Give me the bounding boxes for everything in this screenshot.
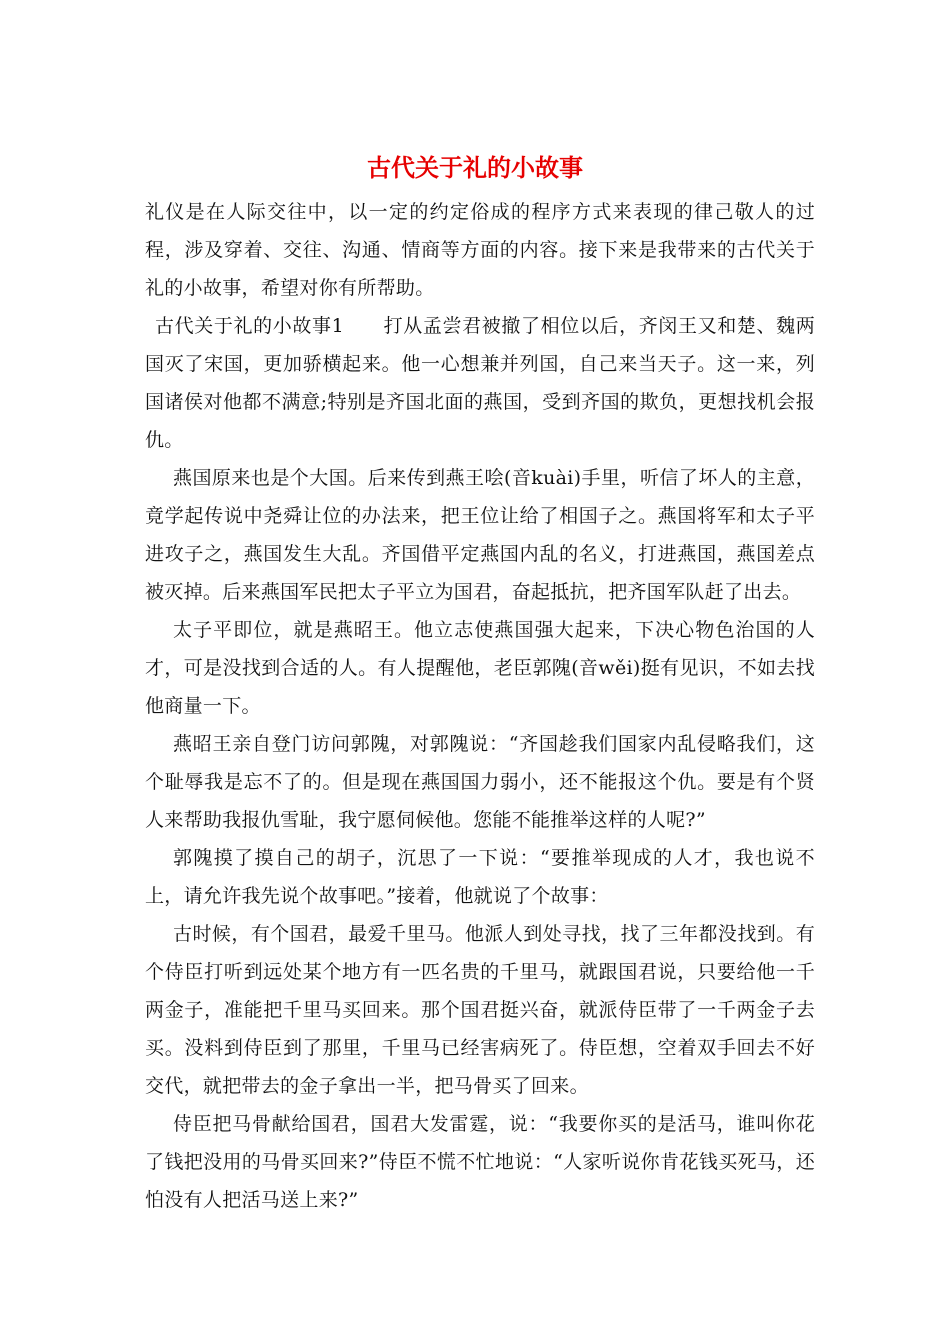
paragraph-story-heading: 古代关于礼的小故事1 打从孟尝君被撤了相位以后，齐闵王又和楚、魏两国灭了宋国，更加骄横起来。他一心想兼并列国，自己来当天子。这一来，列国诸侯对他都不满意;特别是齐国北面的燕国，受到齐国的欺负，更想找机会报仇。 [145, 315, 815, 451]
paragraph-visit-guo-wei: 燕昭王亲自登门访问郭隗，对郭隗说：“齐国趁我们国家内乱侵略我们，这个耻辱我是忘不了的。但是现在燕国国力弱小，还不能报这个仇。要是有个贤人来帮助我报仇雪耻，我宁愿伺候他。您能不能推举这样的人呢?” [145, 733, 815, 831]
paragraph-horse-bones: 侍臣把马骨献给国君，国君大发雷霆，说：“我要你买的是活马，谁叫你花了钱把没用的马骨买回来?”侍臣不慌不忙地说：“人家听说你肯花钱买死马，还怕没有人把活马送上来?” [145, 1113, 815, 1211]
document-body [145, 193, 815, 1219]
paragraph-horse-story: 古时候，有个国君，最爱千里马。他派人到处寻找，找了三年都没找到。有个侍臣打听到远处某个地方有一匹名贵的千里马，就跟国君说，只要给他一千两金子，准能把千里马买回来。那个国君挺兴奋，就派侍臣带了一千两金子去买。没料到侍臣到了那里，千里马已经害病死了。侍臣想，空着双手回去不好交代，就把带去的金子拿出一半，把马骨买了回来。 [145, 923, 815, 1097]
page-title: 古代关于礼的小故事 [367, 153, 583, 182]
paragraph-intro: 礼仪是在人际交往中，以一定的约定俗成的程序方式来表现的律己敬人的过程，涉及穿着、交往、沟通、情商等方面的内容。接下来是我带来的古代关于礼的小故事，希望对你有所帮助。 [145, 201, 815, 299]
paragraph-prince-ping: 太子平即位，就是燕昭王。他立志使燕国强大起来，下决心物色治国的人才，可是没找到合适的人。有人提醒他，老臣郭隗(音wěi)挺有见识，不如去找他商量一下。 [145, 619, 815, 717]
paragraph-guo-wei-reply: 郭隗摸了摸自己的胡子，沉思了一下说：“要推举现成的人才，我也说不上，请允许我先说个故事吧。”接着，他就说了个故事： [145, 847, 815, 907]
paragraph-yan-state: 燕国原来也是个大国。后来传到燕王哙(音kuài)手里，听信了坏人的主意，竟学起传说中尧舜让位的办法来，把王位让给了相国子之。燕国将军和太子平进攻子之，燕国发生大乱。齐国借平定燕国内乱的名义，打进燕国，燕国差点被灭掉。后来燕国军民把太子平立为国君，奋起抵抗，把齐国军队赶了出去。 [145, 467, 815, 603]
